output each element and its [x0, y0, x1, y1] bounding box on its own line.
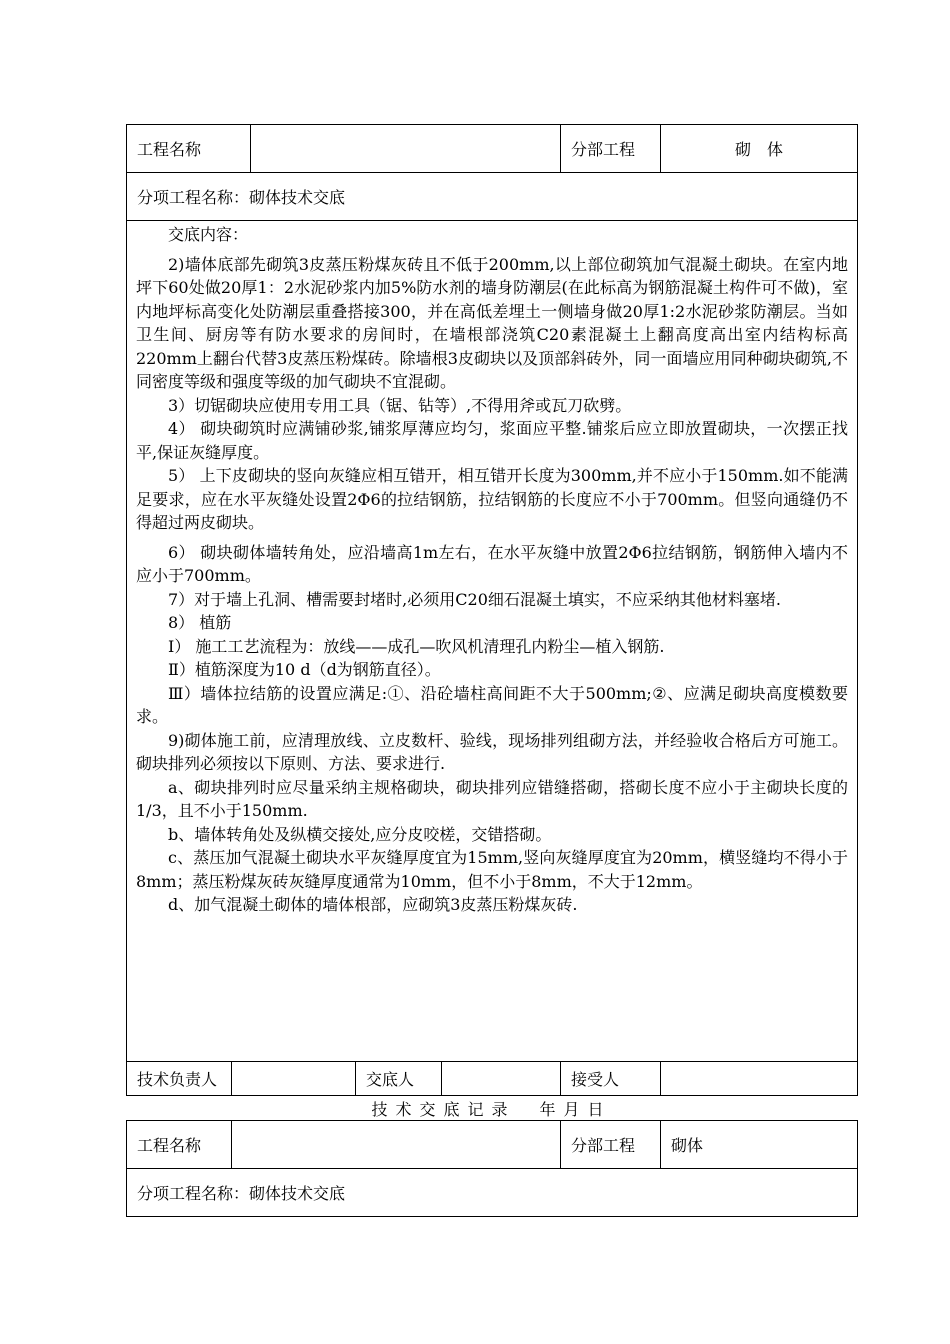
record-table	[126, 1120, 858, 1217]
content-paragraph: Ⅲ）墙体拉结筋的设置应满足:①、沿砼墙柱高间距不大于500mm;②、应满足砌块高度模数要求。	[136, 683, 849, 726]
content-paragraph: 8） 植筋	[168, 613, 232, 632]
content-paragraph: 4） 砌块砌筑时应满铺砂浆,铺浆厚薄应均匀，浆面应平整.铺浆后应立即放置砌块，一次摆正找平,保证灰缝厚度。	[136, 419, 849, 462]
division-label: 分部工程	[561, 125, 661, 173]
content-paragraph: c、蒸压加气混凝土砌块水平灰缝厚度宜为15mm,竖向灰缝厚度宜为20mm，横竖缝均不得小于8mm；蒸压粉煤灰砖灰缝厚度通常为10mm，但不小于8mm，不大于12mm。	[136, 848, 849, 891]
content-paragraph: 7）对于墙上孔洞、槽需要封堵时,必须用C20细石混凝土填实，不应采纳其他材料塞堵.	[168, 589, 781, 609]
project-name-value	[251, 125, 561, 173]
receiver-label: 接受人	[561, 1062, 661, 1096]
giver-label: 交底人	[356, 1062, 442, 1096]
content-paragraph: 2)墙体底部先砌筑3皮蒸压粉煤灰砖且不低于200mm,以上部位砌筑加气混凝土砌块。在室内地坪下60处做20厚1：2水泥砂浆内加5%防水剂的墙身防潮层(在此标高为钢筋混凝土构件可不做)，室内地坪标高变化处防潮层重叠搭接300，并在高低差埋土一侧墙身做20厚1:2水泥砂浆防潮层。当如卫生间、厨房等有防水要求的房间时，在墙根部浇筑C20素混凝土上翻高度高出室内结构标高220mm上翻台代替3皮蒸压粉煤砖。除墙根3皮砌块以及顶部斜砖外，同一面墙应用同种砌块砌筑,不同密度等级和强度等级的加气砌块不宜混砌。	[136, 254, 849, 391]
content-paragraph: 5） 上下皮砌块的竖向灰缝应相互错开，相互错开长度为300mm,并不应小于150mm.如不能满足要求，应在水平灰缝处设置2Φ6的拉结钢筋，拉结钢筋的长度应不小于700mm。但竖向通缝仍不得超过两皮砌块。	[136, 466, 849, 532]
receiver-value	[661, 1062, 858, 1096]
content-paragraph: a、砌块排列时应尽量采纳主规格砌块，砌块排列应错缝搭砌，搭砌长度不应小于主砌块长度的1/3，且不小于150mm.	[136, 777, 849, 820]
giver-value	[442, 1062, 561, 1096]
project-name-value	[232, 1121, 561, 1169]
tech-lead-value	[232, 1062, 356, 1096]
project-name-label: 工程名称	[127, 1121, 232, 1169]
project-name-label: 工程名称	[127, 125, 251, 173]
content-paragraph: 6） 砌块砌体墙转角处，应沿墙高1m左右，在水平灰缝中放置2Φ6拉结钢筋，钢筋伸入墙内不应小于700mm。	[136, 542, 849, 585]
content-heading: 交底内容：	[168, 225, 249, 244]
content-paragraph: 9)砌体施工前，应清理放线、立皮数杆、验线，现场排列组砌方法，并经验收合格后方可施工。砌块排列必须按以下原则、方法、要求进行.	[136, 730, 849, 773]
disclosure-table	[126, 124, 858, 1096]
disclosure-content	[127, 221, 858, 1062]
subitem-name: 分项工程名称：砌体技术交底	[127, 173, 858, 221]
content-paragraph: Ⅱ）植筋深度为10 d（d为钢筋直径）。	[168, 660, 441, 679]
division-value: 砌 体	[661, 125, 858, 173]
tech-lead-label: 技术负责人	[127, 1062, 232, 1096]
division-value: 砌体	[661, 1121, 858, 1169]
content-paragraph: b、墙体转角处及纵横交接处,应分皮咬槎，交错搭砌。	[168, 824, 552, 844]
content-paragraph: Ⅰ） 施工工艺流程为：放线——成孔—吹风机清理孔内粉尘—植入钢筋.	[168, 636, 665, 656]
content-paragraph: d、加气混凝土砌体的墙体根部，应砌筑3皮蒸压粉煤灰砖.	[168, 895, 578, 914]
subitem-name: 分项工程名称：砌体技术交底	[127, 1169, 858, 1217]
record-title: 技术交底记录 年月日	[371, 1100, 612, 1119]
content-paragraph: 3）切锯砌块应使用专用工具（锯、钻等）,不得用斧或瓦刀砍劈。	[168, 395, 632, 415]
division-label: 分部工程	[561, 1121, 661, 1169]
